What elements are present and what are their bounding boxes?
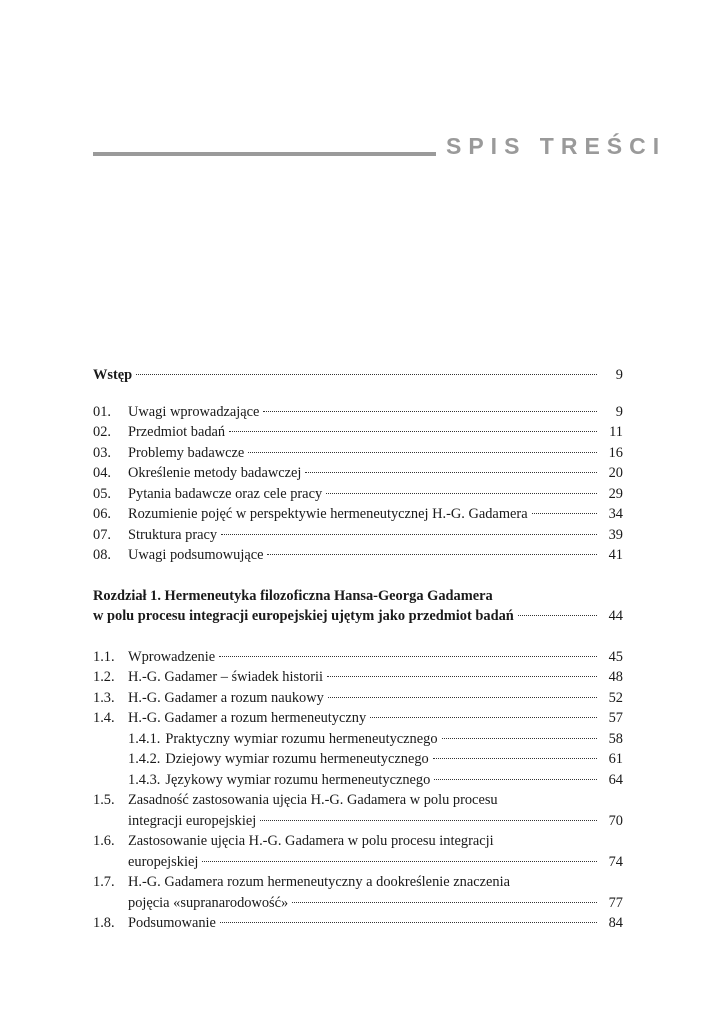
toc-entry-label: Wstęp: [93, 367, 133, 383]
toc-entry-label-cont: integracji europejskiej: [128, 812, 257, 829]
toc-entry-label: Podsumowanie: [128, 915, 216, 931]
toc-entry-label: Wprowadzenie: [128, 648, 216, 665]
dot-leader: [305, 472, 597, 473]
toc-subentry[interactable]: [93, 729, 623, 750]
toc-entry-page: 74: [608, 853, 623, 870]
dot-leader: [219, 656, 597, 657]
toc-entry-label: Określenie metody badawczej: [128, 465, 302, 481]
toc-entry-multiline[interactable]: [93, 790, 623, 831]
toc-entry-number: 1.1.: [93, 648, 115, 665]
toc-entry-label-cont: europejskiej: [128, 853, 199, 870]
toc-entry-label: Uwagi podsumowujące: [128, 547, 264, 563]
chapter-title: Rozdział 1. Hermeneutyka filozoficzna Hansa-Georga Gadamera: [93, 587, 493, 604]
toc-entry-page: 9: [615, 403, 623, 420]
toc-entry-label: Językowy wymiar rozumu hermeneutycznego: [165, 771, 431, 788]
dot-leader: [229, 431, 597, 432]
table-of-contents: [93, 365, 623, 934]
toc-entry[interactable]: [93, 688, 623, 709]
toc-entry-label: Problemy badawcze: [128, 444, 245, 461]
title-rule: [93, 152, 436, 156]
toc-entry[interactable]: [93, 667, 623, 688]
toc-entry[interactable]: [93, 913, 623, 934]
toc-entry-number: 1.4.: [93, 710, 115, 726]
toc-entry-page: 48: [608, 669, 623, 685]
toc-entry-page: 45: [608, 648, 623, 665]
toc-entry[interactable]: [93, 525, 623, 546]
toc-entry-number: 1.8.: [93, 915, 115, 931]
toc-entry-number: 02.: [93, 424, 111, 440]
toc-entry[interactable]: [93, 708, 623, 729]
dot-leader: [136, 374, 597, 375]
dot-leader: [220, 922, 597, 923]
toc-entry-page: 44: [608, 608, 623, 624]
toc-entry-label: Struktura pracy: [128, 526, 218, 543]
dot-leader: [326, 493, 597, 494]
page-title: SPIS TREŚCI: [446, 133, 667, 159]
toc-entry[interactable]: [93, 484, 623, 505]
toc-entry-page: 41: [608, 547, 623, 563]
toc-entry-number: 1.6.: [93, 833, 115, 849]
toc-entry-label: Zasadność zastosowania ujęcia H.-G. Gadamera w polu procesu: [128, 792, 498, 808]
toc-entry-number: 07.: [93, 526, 111, 543]
dot-leader: [327, 676, 597, 677]
toc-entry-number: 01.: [93, 403, 111, 420]
dot-leader: [328, 697, 597, 698]
dot-leader: [442, 738, 597, 739]
toc-entry-number: 1.4.1.: [128, 730, 161, 747]
toc-entry-label: Pytania badawcze oraz cele pracy: [128, 485, 323, 502]
toc-entry-number: 1.2.: [93, 669, 115, 685]
toc-entry-label: H.-G. Gadamer a rozum hermeneutyczny: [128, 710, 367, 726]
chapter-title-line: [93, 606, 623, 627]
dot-leader: [434, 779, 597, 780]
toc-entry-intro[interactable]: [93, 365, 623, 386]
toc-entry-page: 16: [608, 444, 623, 461]
dot-leader: [260, 820, 597, 821]
toc-entry-number: 1.7.: [93, 874, 115, 890]
toc-entry[interactable]: [93, 647, 623, 668]
toc-entry-label: Zastosowanie ujęcia H.-G. Gadamera w polu procesu integracji: [128, 833, 494, 849]
toc-entry-number: 06.: [93, 506, 111, 522]
toc-entry-page: 77: [608, 894, 623, 911]
toc-entry-label: Rozumienie pojęć w perspektywie hermeneutycznej H.-G. Gadamera: [128, 506, 528, 522]
toc-chapter-heading[interactable]: [93, 586, 623, 627]
dot-leader: [518, 615, 597, 616]
toc-entry[interactable]: [93, 422, 623, 443]
toc-entry-page: 61: [608, 751, 623, 767]
dot-leader: [292, 902, 597, 903]
toc-entry-multiline[interactable]: [93, 831, 623, 872]
dot-leader: [433, 758, 597, 759]
toc-entry-page: 34: [608, 506, 623, 522]
toc-entry-number: 1.3.: [93, 689, 115, 706]
toc-entry-number: 04.: [93, 465, 111, 481]
toc-entry[interactable]: [93, 545, 623, 566]
chapter-title-line: [93, 586, 623, 607]
toc-entry-page: 84: [608, 915, 623, 931]
toc-entry-label: Przedmiot badań: [128, 424, 226, 440]
dot-leader: [370, 717, 597, 718]
dot-leader: [248, 452, 597, 453]
dot-leader: [202, 861, 597, 862]
toc-entry-number: 1.4.2.: [128, 751, 161, 767]
toc-entry-label: H.-G. Gadamera rozum hermeneutyczny a dookreślenie znaczenia: [128, 874, 510, 890]
toc-entry[interactable]: [93, 504, 623, 525]
dot-leader: [221, 534, 597, 535]
toc-entry-label: Uwagi wprowadzające: [128, 403, 260, 420]
spacer: [93, 386, 623, 402]
toc-subentry[interactable]: [93, 770, 623, 791]
dot-leader: [263, 411, 597, 412]
toc-entry-label: H.-G. Gadamer – świadek historii: [128, 669, 324, 685]
toc-entry-multiline[interactable]: [93, 872, 623, 913]
toc-entry-number: 1.4.3.: [128, 771, 161, 788]
toc-entry-page: 39: [608, 526, 623, 543]
spacer: [93, 566, 623, 586]
toc-entry-page: 11: [609, 424, 623, 440]
toc-entry-number: 05.: [93, 485, 111, 502]
toc-entry-label: Dziejowy wymiar rozumu hermeneutycznego: [165, 751, 429, 767]
toc-entry-number: 03.: [93, 444, 111, 461]
toc-entry-label: H.-G. Gadamer a rozum naukowy: [128, 689, 324, 706]
toc-entry[interactable]: [93, 402, 623, 423]
toc-entry-page: 9: [615, 367, 623, 383]
dot-leader: [267, 554, 597, 555]
toc-entry-page: 70: [608, 812, 623, 829]
dot-leader: [532, 513, 597, 514]
toc-entry-page: 57: [608, 710, 623, 726]
spacer: [93, 627, 623, 647]
chapter-subtitle: w polu procesu integracji europejskiej ujętym jako przedmiot badań: [93, 608, 514, 624]
toc-entry-number: 08.: [93, 547, 111, 563]
toc-subentry[interactable]: [93, 749, 623, 770]
toc-entry-page: 58: [608, 730, 623, 747]
toc-entry-page: 20: [608, 465, 623, 481]
toc-entry-page: 29: [608, 485, 623, 502]
toc-entry-number: 1.5.: [93, 792, 115, 808]
toc-entry-label-cont: pojęcia «supranarodowość»: [128, 894, 289, 911]
toc-entry-page: 52: [608, 689, 623, 706]
toc-entry-page: 64: [608, 771, 623, 788]
toc-entry[interactable]: [93, 443, 623, 464]
toc-entry[interactable]: [93, 463, 623, 484]
toc-entry-label: Praktyczny wymiar rozumu hermeneutycznego: [165, 730, 438, 747]
